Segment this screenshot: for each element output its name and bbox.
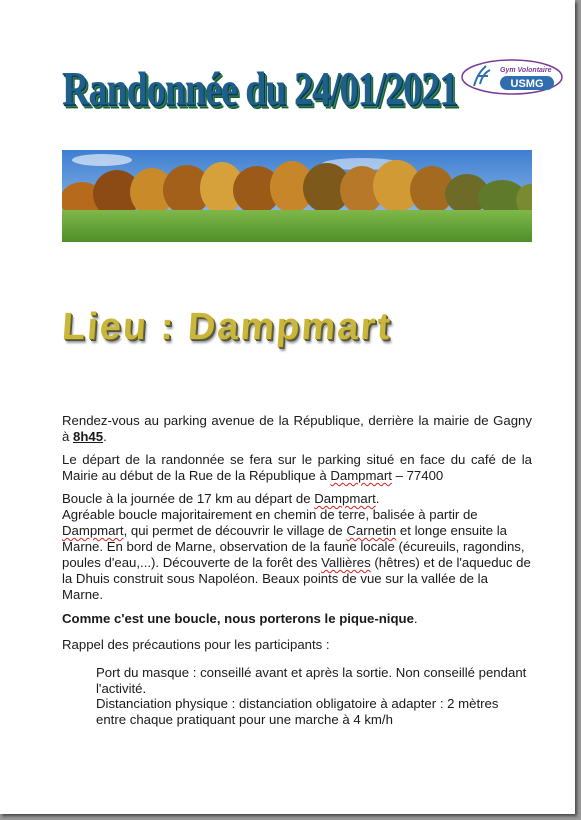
paragraph-departure (62, 452, 532, 484)
text-segment: – 77400 (391, 468, 444, 483)
title-wordart: Randonnée du 24/01/2021 (62, 63, 458, 116)
text-segment: . (103, 429, 107, 444)
text-segment: Boucle à la journée de 17 km au départ de (62, 491, 315, 506)
precaution-item-distancing: Distanciation physique : distanciation obligatoire à adapter : 2 mètres entre chaque pratiquant pour une marche à 4 km/h (96, 696, 499, 727)
text-segment: Agréable boucle majoritairement en chemin de terre, balisée à partir de (62, 507, 478, 522)
autumn-forest-banner (62, 150, 532, 242)
logo-top-text: Gym Volontaire (500, 67, 552, 74)
picnic-note: Comme c'est une boucle, nous porterons le pique-nique (62, 611, 414, 626)
paragraph-precautions: Rappel des précautions pour les participants : (62, 637, 330, 652)
meeting-time: 8h45 (73, 429, 104, 444)
forest-name: Vallières (321, 555, 371, 570)
paragraph-meeting (62, 413, 532, 445)
town-name: Dampmart (62, 523, 124, 538)
town-name: Dampmart (330, 468, 392, 483)
location-wordart: Lieu : Dampmart (60, 306, 394, 348)
text-segment: . (375, 491, 380, 506)
text-segment: Le départ de la randonnée se fera sur le parking situé en face du café de la Mairie au début de la Rue de la République à (62, 452, 532, 483)
precaution-item-mask: Port du masque : conseillé avant et après la sortie. Non conseillé pendant l'activité. (96, 665, 527, 696)
text-segment: . (413, 611, 418, 626)
village-name: Carnetin (346, 523, 397, 538)
text-segment: Rendez-vous au parking avenue de la République, derrière la mairie de Gagny à (62, 413, 532, 444)
text-segment: et longe ensuite la Marne. En bord de Marne, observation de la faune locale (écureuils, ragondins, poules d'eau,...). Découverte de la forêt des (62, 523, 525, 570)
text-segment: , qui permet de découvrir le village de (123, 523, 347, 538)
paragraph-description (62, 491, 532, 603)
paragraph-picnic (62, 611, 532, 627)
text-segment: (hêtres) et de l'aqueduc de la Dhuis construit sous Napoléon. Beaux points de vue sur la vallée de la Marne. (62, 555, 531, 602)
town-name: Dampmart (314, 491, 376, 506)
usmg-logo (460, 58, 564, 96)
logo-main-text: USMG (510, 78, 544, 90)
